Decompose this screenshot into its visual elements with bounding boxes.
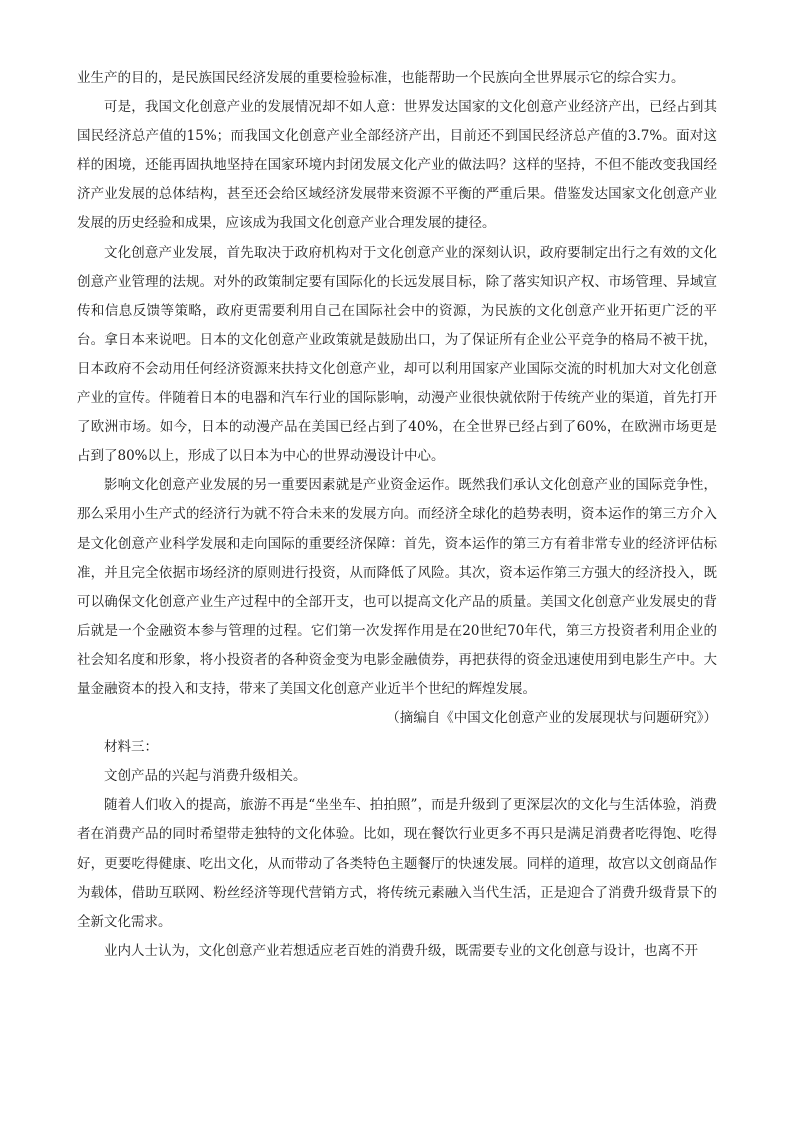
source-citation: （摘编自《中国文化创意产业的发展现状与问题研究》）	[386, 710, 717, 727]
paragraph-continuation: 业生产的目的，是民族国民经济发展的重要检验标准，也能帮助一个民族向全世界展示它的综合实力。	[77, 70, 685, 86]
paragraph-consumption-upgrade-intro: 文创产品的兴起与消费升级相关。	[104, 768, 307, 785]
paragraph-capital-operation: 影响文化创意产业发展的另一重要因素就是产业资金运作。既然我们承认文化创意产业的国际竞争性，那么采用小生产式的经济行为就不符合未来的发展方向。而经济全球化的趋势表明，资本运作的第三方介入是文化创意产业科学发展和走向国际的重要经济保障：首先，资本运作的第三方有着非常专业的经济评估标准，并且完全依据市场经济的原则进行投资，从而降低了风险。其次，资本运作第三方强大的经济投入，既可以确保文化创意产业生产过程中的全部开支，也可以提高文化产品的质量。美国文化创意产业发展史的背后就是一个金融资本参与管理的过程。它们第一次发挥作用是在20世纪70年代，第三方投资者利用企业的社会知名度和形象，将小投资者的各种资金变为电影金融债券，再把获得的资金迅速使用到电影生产中。大量金融资本的投入和支持，带来了美国文化创意产业近半个世纪的辉煌发展。	[77, 477, 717, 697]
paragraph-consumption-upgrade: 随着人们收入的提高，旅游不再是“坐坐车、拍拍照”，而是升级到了更深层次的文化与生活体验，消费者在消费产品的同时希望带走独特的文化体验。比如，现在餐饮行业更多不再只是满足消费者吃得饱、吃得好，更要吃得健康、吃出文化，从而带动了各类特色主题餐厅的快速发展。同样的道理，故宫以文创商品作为载体，借助互联网、粉丝经济等现代营销方式，将传统元素融入当代生活，正是迎合了消费升级背景下的全新文化需求。	[77, 797, 717, 930]
material-three-label: 材料三：	[104, 739, 158, 756]
paragraph-development-gap: 可是，我国文化创意产业的发展情况却不如人意：世界发达国家的文化创意产业经济产出，已经占到其国民经济总产值的15%；而我国文化创意产业全部经济产出，目前还不到国民经济总产值的3.7%。面对这样的困境，还能再固执地坚持在国家环境内封闭发展文化产业的做法吗？这样的坚持，不但不能改变我国经济产业发展的总体结构，甚至还会给区域经济发展带来资源不平衡的严重后果。借鉴发达国家文化创意产业发展的历史经验和成果，应该成为我国文化创意产业合理发展的捷径。	[77, 99, 717, 232]
paragraph-industry-view: 业内人士认为，文化创意产业若想适应老百姓的消费升级，既需要专业的文化创意与设计，也离不开	[104, 942, 698, 959]
paragraph-government-policy: 文化创意产业发展，首先取决于政府机构对于文化创意产业的深刻认识，政府要制定出行之有效的文化创意产业管理的法规。对外的政策制定要有国际化的长远发展目标，除了落实知识产权、市场管理、异域宣传和信息反馈等策略，政府更需要利用自己在国际社会中的资源，为民族的文化创意产业开拓更广泛的平台。拿日本来说吧。日本的文化创意产业政策就是鼓励出口，为了保证所有企业公平竞争的格局不被干扰，日本政府不会动用任何经济资源来扶持文化创意产业，却可以利用国家产业国际交流的时机加大对文化创意产业的宣传。伴随着日本的电器和汽车行业的国际影响，动漫产业很快就依附于传统产业的渠道，首先打开了欧洲市场。如今，日本的动漫产品在美国已经占到了40%，在全世界已经占到了60%，在欧洲市场更是占到了80%以上，形成了以日本为中心的世界动漫设计中心。	[77, 244, 717, 465]
